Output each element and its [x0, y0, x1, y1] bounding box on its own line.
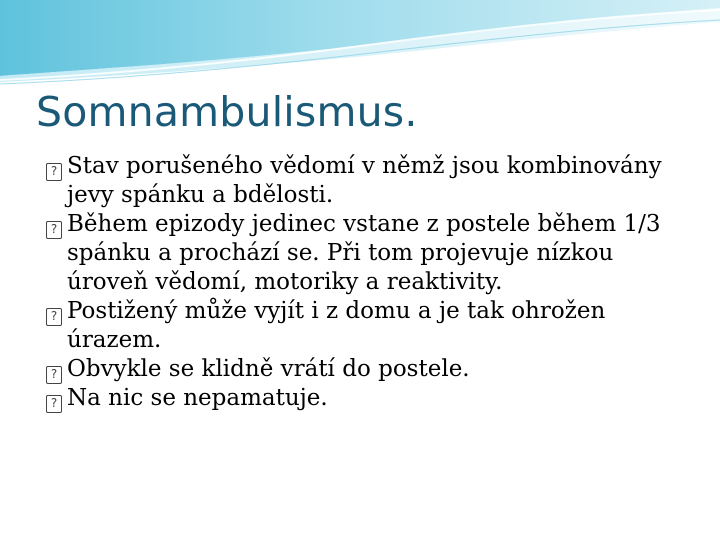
bullet-marker-icon: ? [46, 163, 62, 181]
bullet-text: Postižený může vyjít i z domu a je tak ohrožen úrazem. [67, 298, 606, 353]
bullet-marker-icon: ? [46, 366, 62, 384]
slide-title: Somnambulismus. [36, 88, 418, 136]
bullet-list [46, 152, 696, 413]
bullet-item [46, 355, 696, 384]
bullet-text: Obvykle se klidně vrátí do postele. [67, 356, 470, 382]
top-wave-decoration [0, 0, 720, 90]
bullet-item [46, 384, 696, 413]
bullet-marker-icon: ? [46, 221, 62, 239]
bullet-text: Během epizody jedinec vstane z postele během 1/3 spánku a prochází se. Při tom projevuje nízkou úroveň vědomí, motoriky a reaktivity. [67, 211, 661, 295]
bullet-item [46, 297, 696, 355]
bullet-marker-icon: ? [46, 308, 62, 326]
bullet-text: Na nic se nepamatuje. [67, 385, 328, 411]
bullet-item [46, 210, 696, 297]
bullet-item [46, 152, 696, 210]
bullet-marker-icon: ? [46, 395, 62, 413]
bullet-text: Stav porušeného vědomí v němž jsou kombinovány jevy spánku a bdělosti. [67, 153, 662, 208]
